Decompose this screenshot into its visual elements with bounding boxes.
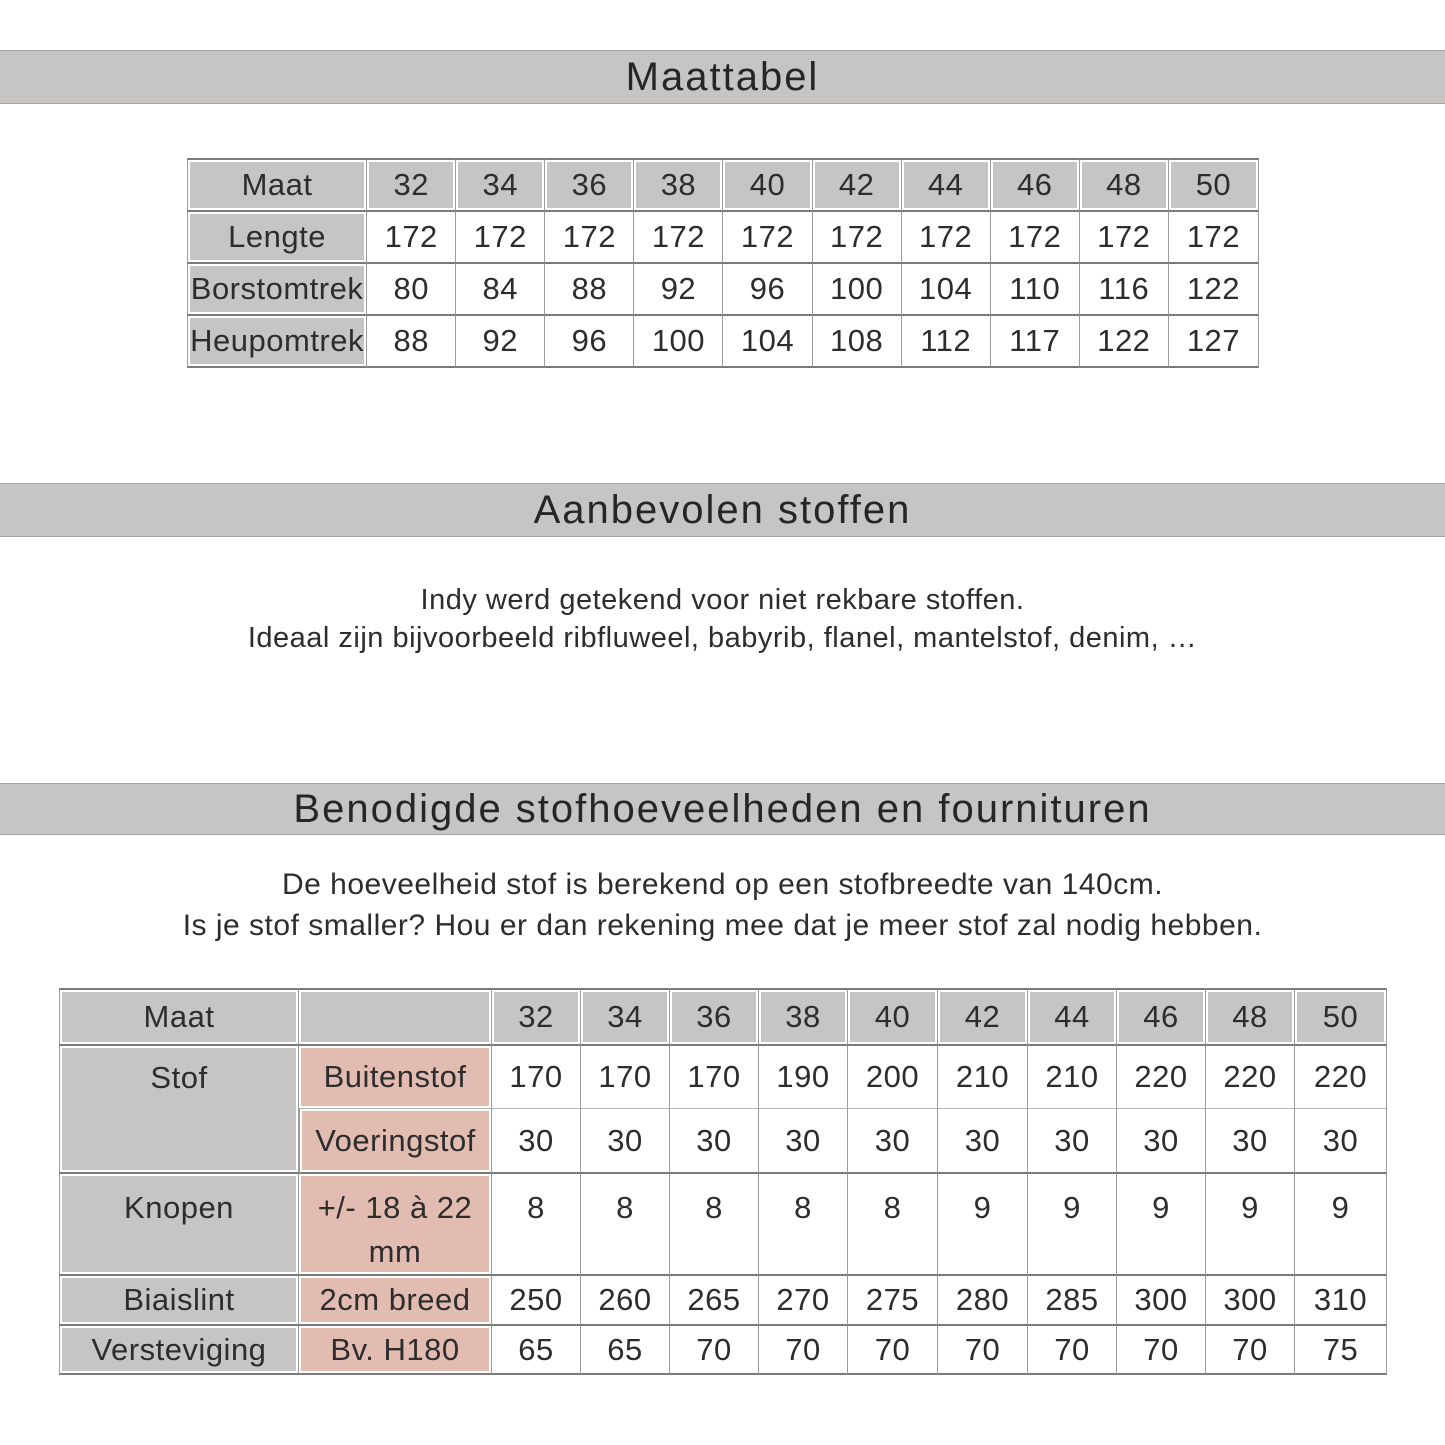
value-cell: 172 xyxy=(367,212,456,264)
benodigdheden-table xyxy=(59,988,1387,1375)
value-cell: 96 xyxy=(545,316,634,368)
value-cell: 70 xyxy=(1117,1326,1206,1375)
size-cell: 50 xyxy=(1295,988,1387,1046)
value-cell: 88 xyxy=(545,264,634,316)
value-cell: 116 xyxy=(1080,264,1169,316)
text-line: Ideaal zijn bijvoorbeeld ribfluweel, babyrib, flanel, mantelstof, denim, … xyxy=(247,622,1198,654)
size-cell: 42 xyxy=(813,158,902,212)
value-cell: 170 xyxy=(670,1046,759,1109)
section-title: Aanbevolen stoffen xyxy=(533,487,912,532)
maattabel-table xyxy=(187,158,1259,368)
value-cell: 100 xyxy=(813,264,902,316)
size-cell: 44 xyxy=(1028,988,1117,1046)
value-cell: 30 xyxy=(759,1109,848,1174)
value-cell: 172 xyxy=(456,212,545,264)
value-cell: 112 xyxy=(902,316,991,368)
value-cell: 8 xyxy=(581,1174,670,1276)
value-cell: 9 xyxy=(1206,1174,1295,1276)
measure-row-label: Heupomtrek xyxy=(187,316,367,368)
size-cell: 48 xyxy=(1206,988,1295,1046)
value-cell: 172 xyxy=(1169,212,1259,264)
size-cell: 36 xyxy=(545,158,634,212)
value-cell: 300 xyxy=(1206,1276,1295,1326)
size-cell: 46 xyxy=(991,158,1080,212)
benodigd-text xyxy=(0,864,1445,946)
text-line: Indy werd getekend voor niet rekbare stoffen. xyxy=(420,584,1025,616)
text-line: Is je stof smaller? Hou er dan rekening mee dat je meer stof zal nodig hebben. xyxy=(182,909,1263,942)
size-cell: 38 xyxy=(759,988,848,1046)
value-cell: 172 xyxy=(545,212,634,264)
value-cell: 8 xyxy=(670,1174,759,1276)
table-row xyxy=(187,264,1259,316)
size-row-label: Maat xyxy=(187,158,367,212)
value-cell: 220 xyxy=(1295,1046,1387,1109)
value-cell: 280 xyxy=(938,1276,1028,1326)
value-cell: 220 xyxy=(1206,1046,1295,1109)
item-label: Buitenstof xyxy=(299,1046,492,1109)
value-cell: 30 xyxy=(848,1109,938,1174)
measure-row-label: Borstomtrek xyxy=(187,264,367,316)
value-cell: 275 xyxy=(848,1276,938,1326)
value-cell: 70 xyxy=(938,1326,1028,1375)
size-cell: 34 xyxy=(581,988,670,1046)
size-cell: 50 xyxy=(1169,158,1259,212)
size-cell: 36 xyxy=(670,988,759,1046)
value-cell: 285 xyxy=(1028,1276,1117,1326)
value-cell: 300 xyxy=(1117,1276,1206,1326)
value-cell: 122 xyxy=(1080,316,1169,368)
value-cell: 220 xyxy=(1117,1046,1206,1109)
value-cell: 92 xyxy=(634,264,723,316)
size-cell: 46 xyxy=(1117,988,1206,1046)
value-cell: 172 xyxy=(813,212,902,264)
value-cell: 80 xyxy=(367,264,456,316)
value-cell: 100 xyxy=(634,316,723,368)
table-row xyxy=(187,316,1259,368)
value-cell: 172 xyxy=(634,212,723,264)
table-row xyxy=(59,1326,1387,1375)
value-cell: 170 xyxy=(492,1046,581,1109)
value-cell: 265 xyxy=(670,1276,759,1326)
value-cell: 70 xyxy=(1206,1326,1295,1375)
value-cell: 70 xyxy=(670,1326,759,1375)
value-cell: 9 xyxy=(938,1174,1028,1276)
value-cell: 210 xyxy=(1028,1046,1117,1109)
section-title: Benodigde stofhoeveelheden en fournituren xyxy=(293,786,1152,831)
size-cell: 32 xyxy=(492,988,581,1046)
size-cell: 44 xyxy=(902,158,991,212)
value-cell: 65 xyxy=(492,1326,581,1375)
value-cell: 270 xyxy=(759,1276,848,1326)
value-cell: 172 xyxy=(723,212,812,264)
section-header-benodigdheden xyxy=(0,783,1445,835)
section-header-maattabel xyxy=(0,50,1445,104)
value-cell: 30 xyxy=(492,1109,581,1174)
value-cell: 170 xyxy=(581,1046,670,1109)
value-cell: 260 xyxy=(581,1276,670,1326)
item-label: +/- 18 à 22 mm xyxy=(299,1174,492,1276)
value-cell: 30 xyxy=(1117,1109,1206,1174)
value-cell: 172 xyxy=(1080,212,1169,264)
empty-cell xyxy=(299,988,492,1046)
table-row xyxy=(59,988,1387,1046)
value-cell: 65 xyxy=(581,1326,670,1375)
value-cell: 104 xyxy=(902,264,991,316)
value-cell: 88 xyxy=(367,316,456,368)
value-cell: 127 xyxy=(1169,316,1259,368)
size-cell: 32 xyxy=(367,158,456,212)
value-cell: 96 xyxy=(723,264,812,316)
size-cell: 38 xyxy=(634,158,723,212)
group-label: Versteviging xyxy=(59,1326,299,1375)
value-cell: 30 xyxy=(581,1109,670,1174)
value-cell: 30 xyxy=(1295,1109,1387,1174)
text-line: De hoeveelheid stof is berekend op een stofbreedte van 140cm. xyxy=(281,868,1164,901)
size-cell: 34 xyxy=(456,158,545,212)
value-cell: 117 xyxy=(991,316,1080,368)
value-cell: 122 xyxy=(1169,264,1259,316)
value-cell: 210 xyxy=(938,1046,1028,1109)
value-cell: 310 xyxy=(1295,1276,1387,1326)
value-cell: 75 xyxy=(1295,1326,1387,1375)
value-cell: 8 xyxy=(759,1174,848,1276)
item-label: Voeringstof xyxy=(299,1109,492,1174)
value-cell: 190 xyxy=(759,1046,848,1109)
value-cell: 200 xyxy=(848,1046,938,1109)
value-cell: 250 xyxy=(492,1276,581,1326)
value-cell: 92 xyxy=(456,316,545,368)
size-cell: 40 xyxy=(848,988,938,1046)
measure-row-label: Lengte xyxy=(187,212,367,264)
value-cell: 30 xyxy=(1206,1109,1295,1174)
value-cell: 9 xyxy=(1028,1174,1117,1276)
value-cell: 70 xyxy=(759,1326,848,1375)
value-cell: 70 xyxy=(1028,1326,1117,1375)
group-label: Biaislint xyxy=(59,1276,299,1326)
size-row-label: Maat xyxy=(59,988,299,1046)
item-label: 2cm breed xyxy=(299,1276,492,1326)
size-cell: 40 xyxy=(723,158,812,212)
item-label: Bv. H180 xyxy=(299,1326,492,1375)
table-row xyxy=(59,1276,1387,1326)
group-label: Knopen xyxy=(59,1174,299,1276)
value-cell: 110 xyxy=(991,264,1080,316)
table-row xyxy=(187,158,1259,212)
value-cell: 104 xyxy=(723,316,812,368)
value-cell: 108 xyxy=(813,316,902,368)
size-cell: 48 xyxy=(1080,158,1169,212)
table-row xyxy=(187,212,1259,264)
value-cell: 172 xyxy=(902,212,991,264)
value-cell: 84 xyxy=(456,264,545,316)
value-cell: 30 xyxy=(1028,1109,1117,1174)
value-cell: 30 xyxy=(670,1109,759,1174)
value-cell: 9 xyxy=(1295,1174,1387,1276)
aanbevolen-text xyxy=(0,581,1445,657)
value-cell: 9 xyxy=(1117,1174,1206,1276)
table-row xyxy=(59,1174,1387,1276)
size-cell: 42 xyxy=(938,988,1028,1046)
section-header-aanbevolen-stoffen xyxy=(0,483,1445,537)
table-row xyxy=(59,1046,1387,1109)
value-cell: 8 xyxy=(848,1174,938,1276)
group-label: Stof xyxy=(59,1046,299,1174)
value-cell: 172 xyxy=(991,212,1080,264)
value-cell: 70 xyxy=(848,1326,938,1375)
value-cell: 30 xyxy=(938,1109,1028,1174)
value-cell: 8 xyxy=(492,1174,581,1276)
section-title: Maattabel xyxy=(625,54,820,99)
